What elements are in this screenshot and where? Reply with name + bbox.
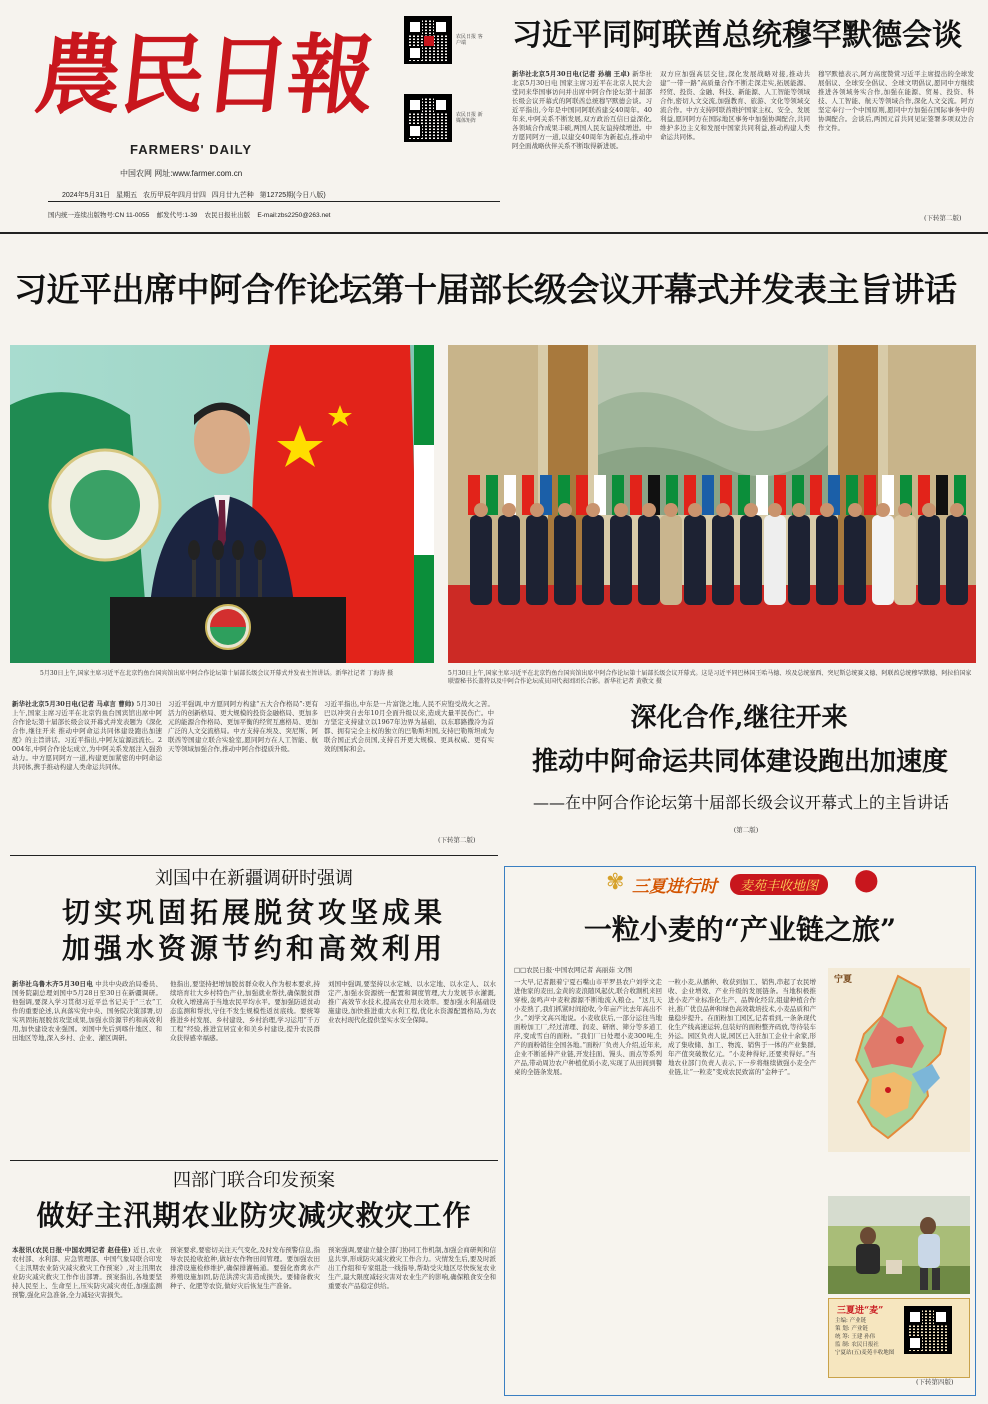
qr-caption-2: 农民日报 新媒体矩阵 [456,112,483,124]
xinjiang-headline-2[interactable]: 加强水资源节约和高效利用 [61,932,446,965]
registration-line [48,210,508,219]
speech-story-continued[interactable]: (下转第二版) [438,836,476,844]
masthead-english: FARMERS' DAILY [130,142,253,157]
cn-number: 国内统一连续出版物号:CN 11-0055 [48,212,150,219]
qr-caption-1: 农民日报 客户端 [456,34,483,46]
masthead-site[interactable]: 中国农网 网址:www.farmer.com.cn [120,169,243,178]
lunar-date: 农历甲辰年四月廿四 [142,192,206,199]
publisher: 农民日报社出版 [204,212,251,219]
map-illustration [828,968,970,1152]
ningxia-map [828,968,970,1152]
flood-byline: 本报讯(农民日报·中国农网记者 赵佳佳) [12,1246,131,1254]
speech-story-byline: 新华社北京5月30日电(记者 马卓言 曹帅) [12,700,135,708]
caption-left: 5月30日上午,国家主席习近平在北京钓鱼台国宾馆出席中阿合作论坛第十届部长级会议开幕式并发表主旨讲话。新华社记者 丁海涛 摄 [40,670,394,677]
flood-col-1: 本报讯(农民日报·中国农网记者 赵佳佳) 近日,农业农村部、水利部、应急管理部、中国气象局联合印发《主汛期农业防灾减灾救灾工作预案》,对主汛期农业防灾减灾救灾工作作出部署。预案指出,各地要坚持人民至上、生命至上,压实防灾减灾责任,加强监测预警,强化应急准备,全力减轻灾害损失。 [12,1246,162,1299]
wheat-banner-1: 三夏进行时 [632,877,717,897]
masthead-title: 農民日報 [30,25,378,126]
lead-headline[interactable]: 习近平出席中阿合作论坛第十届部长级会议开幕式并发表主旨讲话 [14,270,957,309]
speech-story-col-2: 习近平强调,中方愿同阿方构建“五大合作格局”:更有活力的创新格局、更大规模的投资金融格局、更加多元的能源合作格局、更加平衡的经贸互惠格局、更加广泛的人文交流格局。中方支持在埃及、突尼斯、阿联酋等国建立联合实验室,愿同阿方在人工智能、航天等领域加强合作,推动中阿合作提质升级。 [168,700,318,753]
workers-illustration [828,1196,970,1294]
top-story-byline: 新华社北京5月30日电(记者 孙楠 王卓) [512,70,630,78]
xinjiang-col-3: 刘国中强调,要坚持以水定城、以水定地、以水定人、以水定产,加强水资源统一配置和调度管理,大力发展节水灌溉,推广高效节水技术,提高农业用水效率。要加强水利基础设施建设,加快推进重大水利工程,优化水资源配置格局,为农业农村现代化提供坚实水安全保障。 [328,980,496,1024]
qr-code-media[interactable] [404,94,452,142]
speech-illustration [10,345,434,663]
wheat-banner-2: 麦苑丰收地图 [730,874,828,895]
photo-speech [10,345,434,663]
flood-kicker: 四部门联合印发预案 [173,1170,335,1191]
photo-group [448,345,976,663]
xinjiang-col-2: 他指出,要坚持把增加脱贫群众收入作为根本要求,持续培育壮大乡村特色产业,加强就业帮扶,确保脱贫群众收入增速高于当地农民平均水平。要加强防返贫动态监测和帮扶,守住不发生规模性返贫底线。要统筹推进乡村发展、乡村建设、乡村治理,学习运用“千万工程”经验,推进宜居宜业和美乡村建设,提升农民群众获得感幸福感。 [170,980,320,1042]
speech-see-page[interactable]: (第二版) [733,826,759,834]
wheat-col-2: 一粒小麦,从播种、收获到加工、销售,串起了农民增收、企业增效、产业升级的发展链条。当地积极推进小麦产业标准化生产、品牌化经营,组建种植合作社,推广优良品种和绿色高效栽培技术,小麦品质和产量稳步提升。在面粉加工园区,记者看到,一条条现代化生产线高速运转,包装好的面粉整齐码放,等待装车外运。园区负责人说,园区已入驻加工企业十余家,形成了集收储、加工、物流、销售于一体的产业集群,年产值突破数亿元。“小麦种得好,还要卖得好。”当地农业部门负责人表示,下一步将继续做强小麦全产业链,让“一粒麦”变成农民致富的“金种子”。 [668,978,816,1076]
xinjiang-byline: 新华社乌鲁木齐5月30日电 [12,980,93,988]
xinjiang-kicker: 刘国中在新疆调研时强调 [155,868,353,889]
top-story-headline[interactable]: 习近平同阿联酋总统穆罕默德会谈 [512,18,962,53]
top-story-col-2: 双方应加强高层交往,深化发展战略对接,推动共建“一带一路”高质量合作不断走深走实,拓展能源、经贸、投资、金融、科技、新能源、人工智能等领域合作,密切人文交流,加强教育、旅游、文化等领域交流合作。中方支持阿联酋维护国家主权、安全、发展利益,愿同阿方在国际地区事务中加强协调配合,共同维护多边主义和发展中国家共同利益,推动构建人类命运共同体。 [660,70,810,141]
map-label: 宁夏 [834,975,853,985]
issue-number: 第12725期(今日八版) [259,192,326,199]
wheat-col-1: 一大早,记者跟着宁夏石嘴山市平罗县农户刘学文走进他家的麦田,金黄的麦浪随风起伏,联合收割机来回穿梭,轰鸣声中麦粒源源不断地流入粮仓。“这几天小麦熟了,我们抓紧时间抢收,今年亩产比去年高出不少。”刘学文高兴地说。小麦收获后,一部分运往当地面粉加工厂,经过清理、润麦、研磨、筛分等多道工序,变成雪白的面粉。“我们厂日处理小麦300吨,生产的面粉销往全国各地。”面粉厂负责人介绍,近年来,企业不断延伸产业链,开发挂面、馒头、面点等系列产品,带动周边农户种植优质小麦,实现了从田间到餐桌的全链条发展。 [514,978,662,1076]
wheat-continued[interactable]: (下转第四版) [916,1378,954,1386]
group-photo-illustration [448,345,976,663]
xinjiang-headline-1[interactable]: 切实巩固拓展脱贫攻坚成果 [61,896,446,929]
caption-right: 5月30日上午,国家主席习近平在北京钓鱼台国宾馆出席中阿合作论坛第十届部长级会议开幕式。这是习近平同巴林国王哈马德、埃及总统塞西、突尼斯总统赛义德、阿联酋总统穆罕默德、阿拉伯国家联盟秘书长盖特以及中阿合作论坛成员国代表团团长合影。新华社记者 黄敬文 摄 [448,670,972,685]
date-line [62,190,502,200]
speech-subhead: ——在中阿合作论坛第十届部长级会议开幕式上的主旨讲话 [532,793,949,812]
top-story-col-1: 新华社北京5月30日电(记者 孙楠 王卓) 新华社北京5月30日电 国家主席习近平在北京人民大会堂同来华国事访问并出席中阿合作论坛第十届部长级会议开幕式的阿联酋总统穆罕默德会谈。习近平指出,今年是中国同阿联酋建交40周年。40年来,中阿关系不断发展,双方政治互信日益深化,各领域合作成果丰硕,两国人民友谊持续增进。中方愿同阿方一道,以建交40周年为新起点,推动中阿全面战略伙伴关系不断取得新进展。 [512,70,652,150]
top-story-col-3: 穆罕默德表示,阿方高度赞赏习近平主席提出的全球发展倡议、全球安全倡议、全球文明倡议,愿同中方继续推进各领域务实合作,加强在能源、贸易、投资、科技、人工智能、航天等领域合作,深化人文交流。阿方坚定奉行一个中国原则,愿同中方加强在国际事务中的协调配合。会谈后,两国元首共同见证签署多项双边合作文件。 [818,70,974,132]
qr-code-app[interactable] [404,16,452,64]
date: 2024年5月31日 [62,192,111,199]
email[interactable]: E-mail:zbs2250@263.net [257,212,331,219]
postal-code: 邮发代号:1-39 [156,212,198,219]
wheat-sheaf-icon: ✾ [606,870,625,895]
solar-term: 四月廿九芒种 [211,192,254,199]
wheat-qr-code[interactable] [904,1306,952,1354]
speech-story-col-3: 习近平指出,中东是一片富饶之地,人民不应饱受战火之苦。巴以冲突自去年10月全面升级以来,造成大量平民伤亡。中方坚定支持建立以1967年边界为基础、以东耶路撒冷为首都、拥有完全主权的独立的巴勒斯坦国,支持巴勒斯坦成为联合国正式会员国,支持召开更大规模、更具权威、更有实效的国际和会。 [324,700,494,753]
flood-col-3: 预案强调,要建立健全部门协同工作机制,加强会商研判和信息共享,形成防灾减灾救灾工作合力。灾情发生后,要及时派出工作组和专家组赴一线指导,帮助受灾地区尽快恢复农业生产,最大限度减轻灾害对农业生产的影响,确保粮食安全和重要农产品稳定供给。 [328,1246,496,1290]
flood-headline[interactable]: 做好主汛期农业防灾减灾救灾工作 [36,1199,472,1232]
infobox-text: 主编: 产业链 策 划: 产业链 统 筹: 王建 孙伟 监 制: 农民日报社 宁夏站(五)麦苑丰收地图 [835,1318,895,1356]
flood-col-2: 预案要求,要密切关注天气变化,及时发布预警信息,指导农民抢收抢种,做好农作物田间管理。要加强农田排涝设施检修维护,确保排灌畅通。要强化畜禽水产养殖设施加固,防范洪涝灾害造成损失。要储备救灾种子、化肥等农资,做好灾后恢复生产准备。 [170,1246,320,1290]
wheat-photo [828,1196,970,1294]
speech-headline-1[interactable]: 深化合作,继往开来 [630,703,848,733]
top-story-continued[interactable]: (下转第二版) [924,214,962,222]
wheat-byline: □□农民日报·中国农网记者 高丽茹 文/图 [514,966,633,974]
map-pin-icon: ⬤ [854,868,879,893]
wheat-headline[interactable]: 一粒小麦的“产业链之旅” [583,913,897,946]
wheat-banner [606,868,879,900]
speech-headline-2[interactable]: 推动中阿命运共同体建设跑出加速度 [531,747,948,777]
xinjiang-col-1: 新华社乌鲁木齐5月30日电 中共中央政治局委员、国务院副总理刘国中5月28日至30日在新疆调研。他强调,要深入学习贯彻习近平总书记关于“三农”工作的重要论述,认真落实党中央、国务院决策部署,切实巩固拓展脱贫攻坚成果,加强水资源节约和高效利用,加快建设农业强国。刘国中先后到喀什地区、和田地区等地,深入乡村、企业、灌区调研。 [12,980,162,1042]
speech-story-col-1: 新华社北京5月30日电(记者 马卓言 曹帅) 5月30日上午,国家主席习近平在北京钓鱼台国宾馆出席中阿合作论坛第十届部长级会议开幕式并发表题为《深化合作,继往开来 推动中阿命运共同体建设跑出加速度》的主旨讲话。习近平指出,中阿友谊源远流长。2004年,中阿合作论坛成立,为中阿关系发展注入强劲动力。中方愿同阿方一道,构建更加紧密的中阿命运共同体,携手推动构建人类命运共同体。 [12,700,162,771]
weekday: 星期五 [116,192,138,199]
infobox-title: 三夏进“麦” [837,1306,884,1316]
